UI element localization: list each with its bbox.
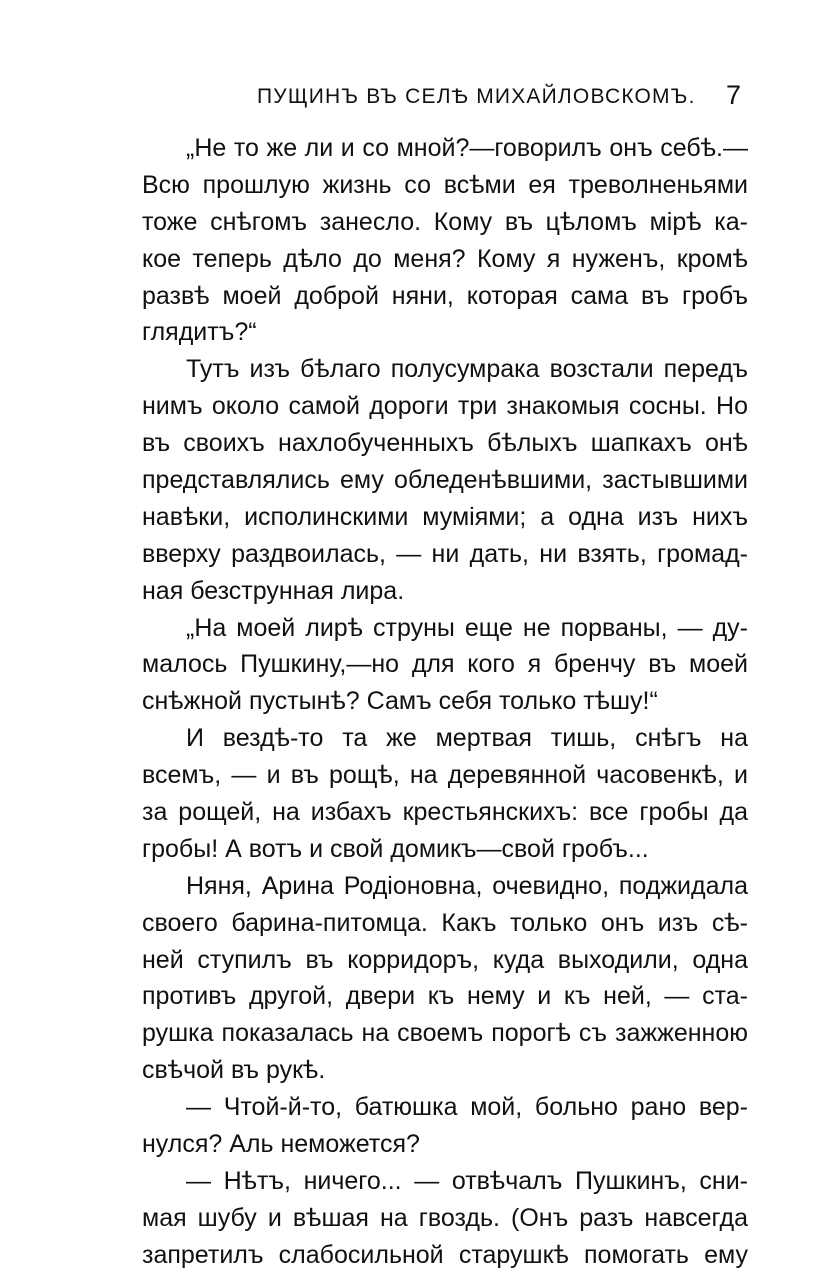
text-line: въ своихъ нахлобученныхъ бѣлыхъ шапкахъ онѣ	[142, 429, 748, 458]
text-line: И вездѣ-то та же мертвая тишь, снѣгъ на	[186, 724, 748, 753]
text-line: „На моей лирѣ струны еще не порваны, — ду-	[186, 613, 748, 642]
text-line: Няня, Арина Родіоновна, очевидно, поджидала	[186, 871, 748, 900]
text-line: своего барина-питомца. Какъ только онъ изъ сѣ-	[142, 908, 748, 937]
text-line: — Нѣтъ, ничего... — отвѣчалъ Пушкинъ, сни-	[186, 1166, 748, 1195]
body-text	[142, 130, 748, 1274]
text-line: навѣки, исполинскими муміями; а одна изъ нихъ	[142, 502, 748, 531]
text-line: всемъ, — и въ рощѣ, на деревянной часовенкѣ, и	[142, 761, 748, 790]
text-line: гробы! А вотъ и свой домикъ—свой гробъ...	[142, 834, 649, 863]
text-line: снѣжной пустынѣ? Самъ себя только тѣшу!“	[142, 687, 658, 716]
page-number: 7	[726, 80, 742, 110]
text-line: ная безструнная лира.	[142, 576, 405, 605]
text-line: рушка показалась на своемъ порогѣ съ зажженною	[142, 1019, 748, 1048]
text-line: глядитъ?“	[142, 318, 257, 347]
text-line: противъ другой, двери къ нему и къ ней, — ста-	[142, 982, 748, 1011]
text-line: запретилъ слабосильной старушкѣ помогать ему	[142, 1240, 748, 1269]
text-line: за рощей, на избахъ крестьянскихъ: все гробы да	[142, 798, 748, 827]
text-line: вверху раздвоилась, — ни дать, ни взять, громад-	[142, 539, 748, 568]
text-line: нулся? Аль неможется?	[142, 1130, 420, 1159]
text-line: ней ступилъ въ корридоръ, куда выходили, одна	[142, 945, 748, 974]
text-line: свѣчой въ рукѣ.	[142, 1056, 326, 1085]
text-line: „Не то же ли и со мной?—говорилъ онъ себѣ.—	[186, 134, 748, 162]
text-line: представлялись ему обледенѣвшими, застывшими	[142, 466, 748, 495]
text-line: кое теперь дѣло до меня? Кому я нуженъ, кромѣ	[142, 244, 748, 273]
running-head: ПУЩИНЪ ВЪ СЕЛѢ МИХАЙЛОВСКОМЪ.	[257, 85, 696, 108]
text-line: малось Пушкину,—но для кого я бренчу въ моей	[142, 650, 748, 679]
text-line: — Чтой-й-то, батюшка мой, больно рано вер-	[186, 1093, 748, 1122]
text-line: тоже снѣгомъ занесло. Кому въ цѣломъ мірѣ ка-	[142, 207, 748, 236]
text-line: мая шубу и вѣшая на гвоздь. (Онъ разъ навсегда	[142, 1203, 748, 1232]
text-line: нимъ около самой дороги три знакомыя сосны. Но	[142, 392, 748, 421]
text-line: Всю прошлую жизнь со всѣми ея треволненьями	[142, 170, 748, 199]
text-line: развѣ моей доброй няни, которая сама въ гробъ	[142, 281, 748, 310]
text-line: Тутъ изъ бѣлаго полусумрака возстали передъ	[186, 355, 748, 384]
